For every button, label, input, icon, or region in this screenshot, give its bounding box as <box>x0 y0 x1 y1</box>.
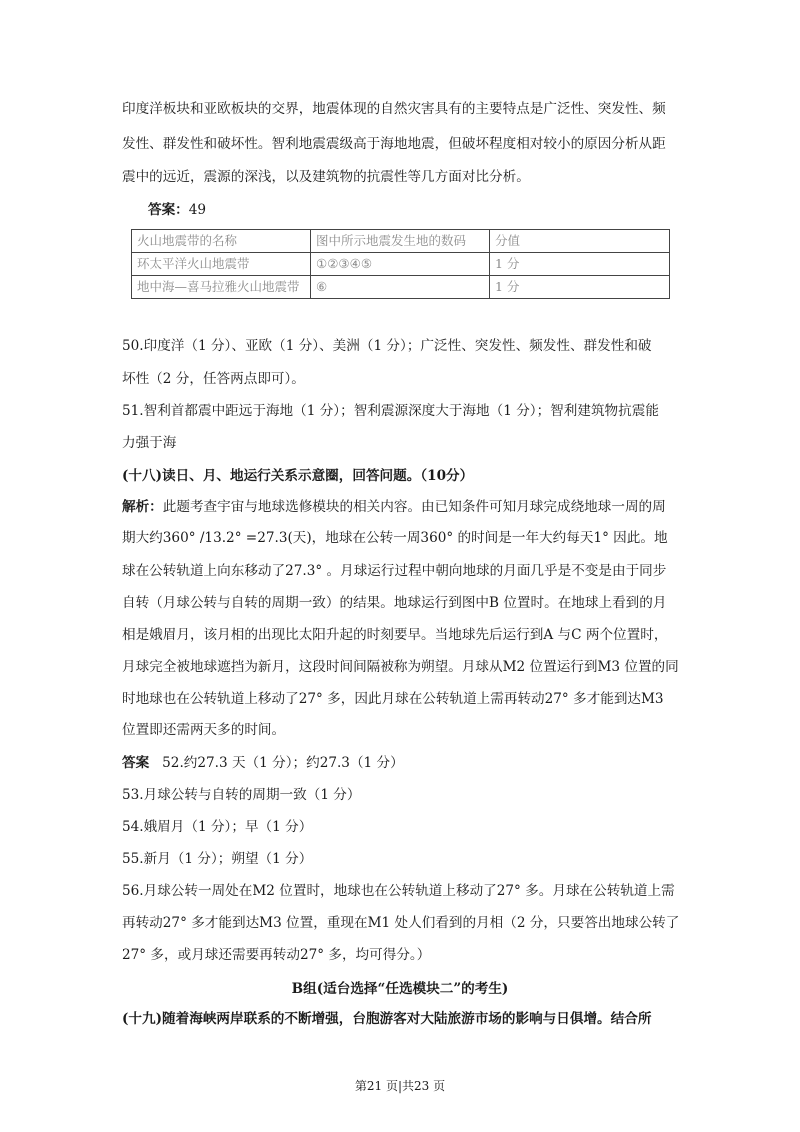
analysis-line: 月球完全被地球遮挡为新月，这段时间间隔被称为朔望。月球从M2 位置运行到M3 位置的同 <box>122 659 679 675</box>
answer-49 <box>148 198 206 218</box>
analysis-line: 自转（月球公转与自转的周期一致）的结果。地球运行到图中B 位置时。在地球上看到的月 <box>122 595 667 611</box>
group-b-title: B组(适台选择“任选模块二”的考生) <box>291 981 509 997</box>
table-header-cell: 火山地震带的名称 <box>132 230 311 253</box>
analysis-line: 期大约360° /13.2° =27.3(天)，地球在公转一周360° 的时间是一年大约每天1° 因此。地 <box>122 530 668 546</box>
table-row <box>132 253 670 276</box>
question-18-title: (十八)读日、月、地运行关系示意圈，回答问题。（10分） <box>122 468 474 484</box>
table-cell: 环太平洋火山地震带 <box>132 253 311 276</box>
answer-51-line-1: 51.智利首都震中距远于海地（1 分）；智利震源深度大于海地（1 分）；智利建筑物抗震能 <box>122 403 659 419</box>
answer-50-line-1: 50.印度洋（1 分）、亚欧（1 分）、美洲（1 分）；广泛性、突发性、频发性、群发性和破 <box>122 338 652 354</box>
answer-56-line-1: 56.月球公转一周处在M2 位置时，地球也在公转轨道上移动了27° 多。月球在公转轨道上需 <box>122 883 675 899</box>
analysis-line: 位置即还需两天多的时间。 <box>122 722 286 738</box>
table-cell: 1 分 <box>490 276 670 299</box>
table-cell: ①②③④⑤ <box>311 253 490 276</box>
table-cell: 地中海—喜马拉雅火山地震带 <box>132 276 311 299</box>
answer-51-line-2: 力强于海 <box>122 435 177 451</box>
table-cell: ⑥ <box>311 276 490 299</box>
answer-50-line-2: 坏性（2 分，任答两点即可）。 <box>122 371 305 387</box>
analysis-text: 此题考查宇宙与地球选修模块的相关内容。由已知条件可知月球完成绕地球一周的周 <box>162 499 666 515</box>
answer-55: 55.新月（1 分）；朔望（1 分） <box>122 851 313 867</box>
answer-53: 53.月球公转与自转的周期一致（1 分） <box>122 787 361 803</box>
volcano-table <box>131 229 670 299</box>
answer-label: 答案： <box>148 202 189 218</box>
answer-56-line-2: 再转动27° 多才能到达M3 位置，重现在M1 处人们看到的月相（2 分，只要答出地球公转了 <box>122 915 680 931</box>
analysis-label: 解析： <box>122 499 163 515</box>
analysis-line: 相是娥眉月，该月相的出现比太阳升起的时刻要早。当地球先后运行到A 与C 两个位置时， <box>122 627 668 643</box>
answer-52-text: 52.约27.3 天（1 分）；约27.3（1 分） <box>162 755 404 771</box>
answer-54: 54.娥眉月（1 分）；早（1 分） <box>122 819 313 835</box>
page-footer: 第21 页|共23 页 <box>354 1079 446 1093</box>
question-19-line: (十九)随着海峡两岸联系的不断增强，台胞游客对大陆旅游市场的影响与日俱增。结合所 <box>122 1011 652 1027</box>
table-row <box>132 276 670 299</box>
answer-label: 答案 <box>122 755 150 771</box>
answer-56-line-3: 27° 多，或月球还需要再转动27° 多，均可得分。） <box>122 947 431 963</box>
answer-number: 49 <box>188 202 207 218</box>
analysis-line-1 <box>122 497 682 517</box>
intro-line-2: 发性、群发性和破坏性。智利地震震级高于海地地震，但破坏程度相对较小的原因分析从距 <box>122 136 666 152</box>
table-header-cell: 分值 <box>490 230 670 253</box>
analysis-line: 时地球也在公转轨道上移动了27° 多，因此月球在公转轨道上需再转动27° 多才能到达M3 <box>122 691 664 707</box>
table-header-cell: 图中所示地震发生地的数码 <box>311 230 490 253</box>
table-header-row <box>132 230 670 253</box>
analysis-line: 球在公转轨道上向东移动了27.3° 。月球运行过程中朝向地球的月面几乎是不变是由于同步 <box>122 563 667 579</box>
table-cell: 1 分 <box>490 253 670 276</box>
intro-line-1: 印度洋板块和亚欧板块的交界，地震体现的自然灾害具有的主要特点是广泛性、突发性、频 <box>122 101 666 117</box>
intro-line-3: 震中的远近，震源的深浅，以及建筑物的抗震性等几方面对比分析。 <box>122 169 530 185</box>
answer-52 <box>122 753 682 773</box>
